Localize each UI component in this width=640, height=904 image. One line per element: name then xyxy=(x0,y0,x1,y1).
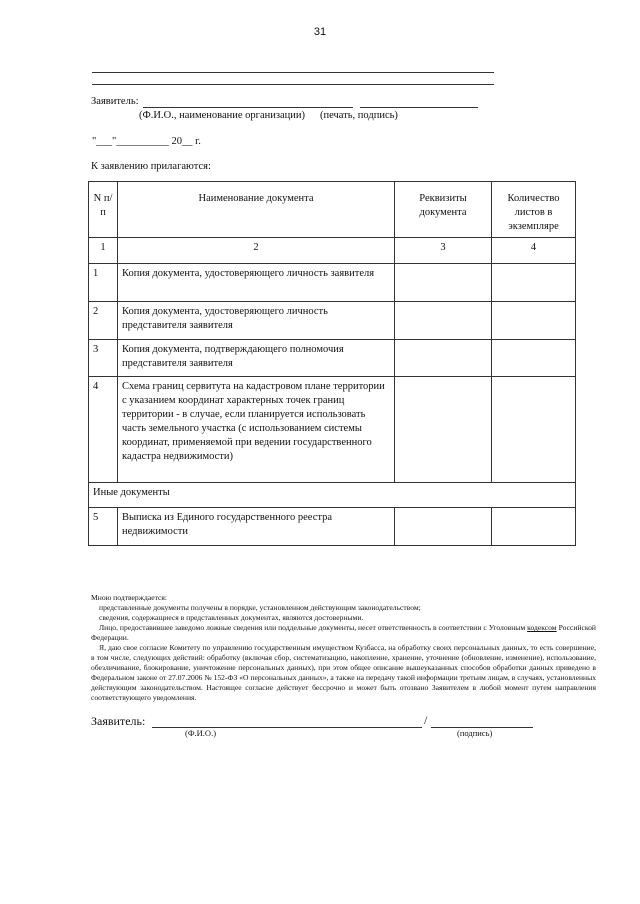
header-details: Реквизиты документа xyxy=(395,182,492,238)
table-row xyxy=(89,264,576,302)
row-details-cell xyxy=(395,340,492,377)
table-row xyxy=(89,508,576,546)
date-line: "___"__________ 20__ г. xyxy=(92,136,201,147)
declaration-line-1: представленные документы получены в порядке, установленном действующим законодательством; xyxy=(99,603,421,612)
row-doc-name: Схема границ сервитута на кадастровом плане территории с указанием координат характерных точек границ территории - в случае, если планируется использовать часть земельного участка (с использованием системы координат, применяемой при ведении государственного кадастра недвижимости) xyxy=(118,377,395,483)
row-sheets-cell xyxy=(492,302,576,340)
attachments-table xyxy=(88,181,576,546)
col-number-cell: 1 xyxy=(89,238,118,264)
declaration-line-3 xyxy=(91,623,596,643)
header-name: Наименование документа xyxy=(118,182,395,238)
declaration-line-3-tail: Российской Федерации. xyxy=(91,623,596,642)
section-other-documents: Иные документы xyxy=(89,483,576,508)
row-details-cell xyxy=(395,377,492,483)
table-header-row xyxy=(89,182,576,238)
col-number-cell: 4 xyxy=(492,238,576,264)
table-row xyxy=(89,340,576,377)
table-row xyxy=(89,302,576,340)
col-number-cell: 2 xyxy=(118,238,395,264)
hint-sign: (подпись) xyxy=(457,728,493,738)
declaration-line-2: сведения, содержащиеся в представленных документах, являются достоверными. xyxy=(99,613,364,622)
row-number: 4 xyxy=(89,377,118,483)
row-sheets-cell xyxy=(492,340,576,377)
applicant-label: Заявитель: xyxy=(91,96,139,107)
signature-separator: / xyxy=(424,713,428,727)
blank-line-1 xyxy=(92,72,494,73)
table-row xyxy=(89,377,576,483)
blank-line-2 xyxy=(92,84,494,85)
row-details-cell xyxy=(395,302,492,340)
col-number-cell: 3 xyxy=(395,238,492,264)
section-row xyxy=(89,483,576,508)
row-sheets-cell xyxy=(492,264,576,302)
header-n: N п/п xyxy=(89,182,118,238)
row-doc-name: Выписка из Единого государственного реестра недвижимости xyxy=(118,508,395,546)
row-details-cell xyxy=(395,508,492,546)
row-details-cell xyxy=(395,264,492,302)
header-sheets: Количество листов в экземпляре xyxy=(492,182,576,238)
confirm-heading: Мною подтверждается: xyxy=(91,593,167,602)
hint-applicant-name: (Ф.И.О., наименование организации) xyxy=(139,110,306,121)
consent-text: Я, даю свое согласие Комитету по управлению государственным имуществом Кузбасса, на обработку своих персональных данных, то есть совершение, в том числе, следующих действий: обработку (включая сбор, систематизацию, накопление, хранение, уточнение (обновление, изменение), использование, обезличивание, блокирование, уничтожение персональных данных), при этом общее описание вышеуказанных способов обработки данных приведено в Федеральном законе от 27.07.2006 № 152-ФЗ «О персональных данных», а также на передачу такой информации третьим лицам, в случаях, установленных действующим законодательством. Настоящее согласие действует бессрочно и может быть отозвано Заявителем в любой момент путем направления соответствующего уведомления. xyxy=(91,643,596,702)
criminal-code-link[interactable]: кодексом xyxy=(527,623,557,632)
row-number: 3 xyxy=(89,340,118,377)
column-number-row xyxy=(89,238,576,264)
row-doc-name: Копия документа, удостоверяющего личность заявителя xyxy=(118,264,395,302)
row-doc-name: Копия документа, удостоверяющего личность представителя заявителя xyxy=(118,302,395,340)
row-number: 2 xyxy=(89,302,118,340)
applicant-name-line xyxy=(143,107,353,108)
declaration-block xyxy=(91,593,596,703)
row-doc-name: Копия документа, подтверждающего полномочия представителя заявителя xyxy=(118,340,395,377)
row-sheets-cell xyxy=(492,377,576,483)
hint-fio: (Ф.И.О.) xyxy=(185,728,217,738)
row-number: 1 xyxy=(89,264,118,302)
applicant-signature-label: Заявитель: xyxy=(91,714,146,728)
attachments-title: К заявлению прилагаются: xyxy=(91,161,211,172)
page-number: 31 xyxy=(313,26,327,38)
declaration-line-3-text: Лицо, предоставившее заведомо ложные сведения или поддельные документы, несет ответственность в соответствии с Уголовным xyxy=(99,623,526,632)
row-number: 5 xyxy=(89,508,118,546)
applicant-stamp-line xyxy=(360,107,478,108)
row-sheets-cell xyxy=(492,508,576,546)
hint-applicant-stamp: (печать, подпись) xyxy=(320,110,398,121)
